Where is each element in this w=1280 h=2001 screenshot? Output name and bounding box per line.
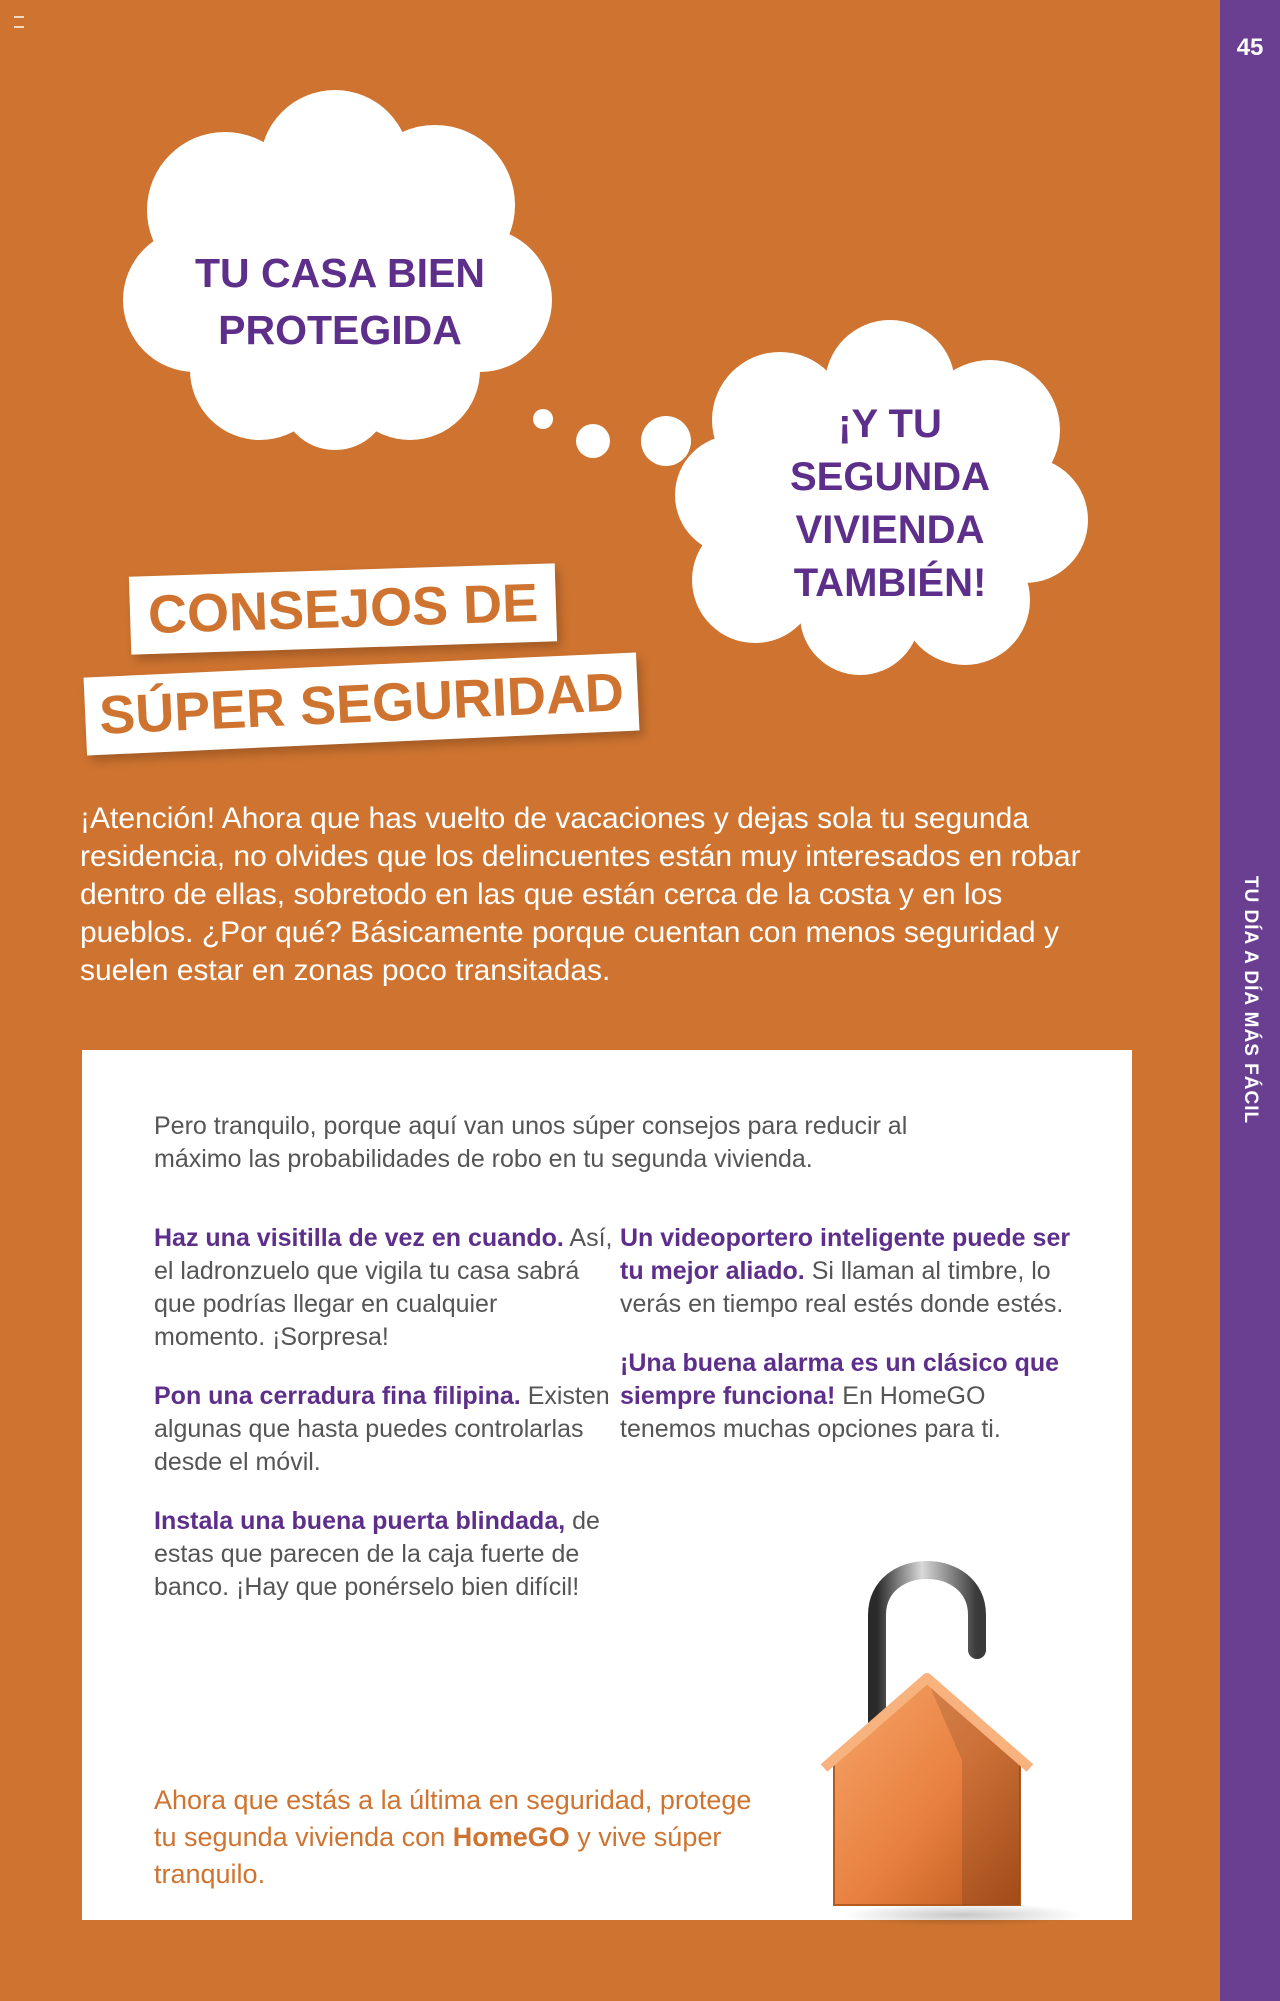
sidebar-section-label: TU DÍA A DÍA MÁS FÁCIL <box>1240 875 1261 1125</box>
intro-paragraph: ¡Atención! Ahora que has vuelto de vacaciones y dejas sola tu segunda residencia, no olvides que los delincuentes están muy interesados en robar dentro de ellas, sobretodo en las que están cerca de la costa y en los pueblos. ¿Por qué? Básicamente porque cuentan con menos seguridad y suelen estar en zonas poco transitadas. <box>80 802 1081 987</box>
tip-item <box>620 1347 1080 1446</box>
closing-brand: HomeGO <box>452 1822 570 1852</box>
tip-body: Existen algunas que hasta puedes controlarlas desde el móvil. <box>154 1382 610 1476</box>
cloud-left-line2: PROTEGIDA <box>218 307 462 353</box>
tip-body: de estas que parecen de la caja fuerte de banco. ¡Hay que ponérselo bien difícil! <box>154 1507 600 1601</box>
tip-title: ¡Una buena alarma es un clásico que siempre funciona! <box>620 1349 1060 1410</box>
tip-item <box>154 1380 614 1479</box>
tip-title: Pon una cerradura fina filipina. <box>154 1382 521 1410</box>
tip-body: En HomeGO tenemos muchas opciones para ti. <box>620 1382 1001 1443</box>
closing-text <box>154 1782 774 1893</box>
cloud-right-line3: VIVIENDA <box>795 508 985 552</box>
cloud-right-text <box>740 398 1040 610</box>
closing-before: Ahora que estás a la última en seguridad, protege tu segunda vivienda con <box>154 1785 752 1852</box>
cloud-left-line1: TU CASA BIEN <box>194 250 486 296</box>
tip-item <box>154 1505 614 1604</box>
tips-column-left <box>154 1222 614 1630</box>
tip-title: Un videoportero inteligente puede ser tu mejor aliado. <box>620 1224 1071 1285</box>
cloud-right-line1: ¡Y TU <box>838 402 942 446</box>
tips-panel <box>82 1050 1132 1920</box>
tip-item <box>620 1222 1080 1321</box>
headline-line1: CONSEJOS DE <box>129 563 557 654</box>
tip-title: Haz una visitilla de vez en cuando. <box>154 1224 564 1252</box>
cloud-left-text <box>180 245 500 359</box>
cloud-right-line4: TAMBIÉN! <box>793 561 987 605</box>
headline-line2: SÚPER SEGURIDAD <box>84 652 640 755</box>
panel-lead: Pero tranquilo, porque aquí van unos súper consejos para reducir al máximo las probabilidades de robo en tu segunda vivienda. <box>154 1112 908 1173</box>
tip-body: Si llaman al timbre, lo verás en tiempo real estés donde estés. <box>620 1257 1064 1318</box>
tips-column-right <box>620 1222 1080 1472</box>
tip-body: Así, el ladronzuelo que vigila tu casa sabrá que podrías llegar en cualquier momento. ¡Sorpresa! <box>154 1224 613 1351</box>
closing-after: y vive súper tranquilo. <box>154 1822 722 1889</box>
padlock-house-icon <box>802 1530 1102 1930</box>
cloud-right-line2: SEGUNDA <box>789 455 991 499</box>
page-number: 45 <box>1236 34 1264 61</box>
tip-item <box>154 1222 614 1354</box>
thought-bubbles <box>533 409 691 466</box>
tip-title: Instala una buena puerta blindada, <box>154 1507 566 1535</box>
